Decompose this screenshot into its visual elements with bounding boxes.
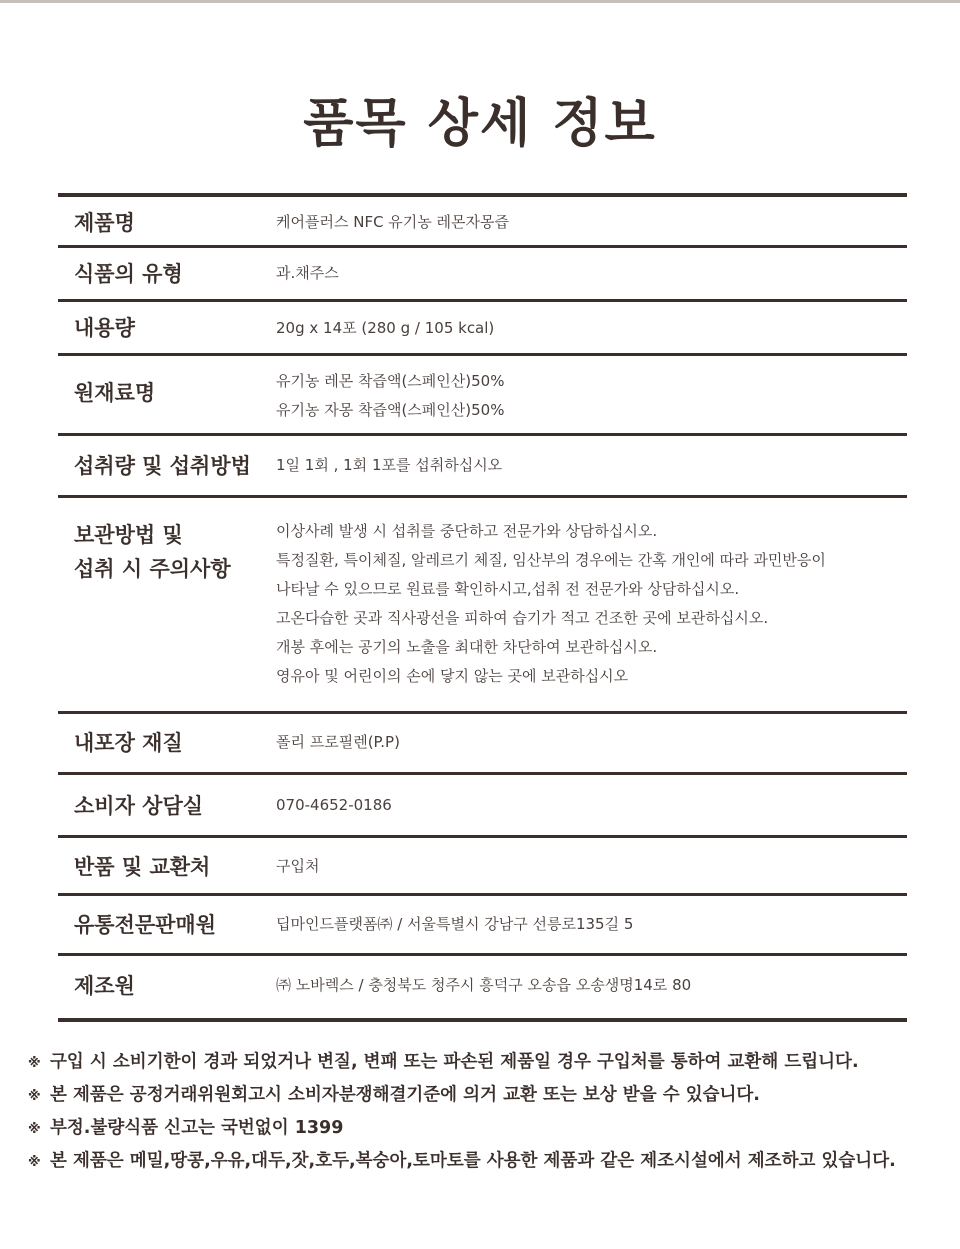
- row-label: 제품명: [74, 211, 135, 235]
- table-row: [58, 498, 907, 714]
- row-value: 유기농 레몬 착즙액(스페인산)50% 유기농 자몽 착즙액(스페인산)50%: [276, 372, 505, 419]
- table-row: [58, 248, 907, 302]
- row-label: 식품의 유형: [74, 262, 183, 286]
- row-label: 내용량: [74, 316, 135, 340]
- table-row: [58, 302, 907, 356]
- notice-item: ※ 부정.불량식품 신고는 국번없이 1399: [28, 1112, 948, 1145]
- row-value: 딥마인드플랫폼㈜ / 서울특별시 강남구 선릉로135길 5: [276, 915, 634, 933]
- notice-item: ※ 구입 시 소비기한이 경과 되었거나 변질, 변패 또는 파손된 제품일 경우 구입처를 통하여 교환해 드립니다.: [28, 1046, 948, 1079]
- table-row: [58, 436, 907, 498]
- row-value: ㈜ 노바렉스 / 충청북도 청주시 흥덕구 오송읍 오송생명14로 80: [276, 976, 692, 994]
- table-row: [58, 896, 907, 956]
- page-title: 품목 상세 정보: [303, 94, 657, 154]
- row-label: 보관방법 및 섭취 시 주의사항: [74, 523, 231, 581]
- row-value: 폴리 프로필렌(P.P): [276, 733, 400, 751]
- row-value: 과.채주스: [276, 264, 339, 282]
- table-row: [58, 356, 907, 436]
- row-value: 1일 1회 , 1회 1포를 섭취하십시오: [276, 456, 503, 474]
- notice-item: ※ 본 제품은 메밀,땅콩,우유,대두,잣,호두,복숭아,토마토를 사용한 제품과 같은 제조시설에서 제조하고 있습니다.: [28, 1145, 948, 1178]
- table-row: [58, 956, 907, 1022]
- reference-mark-icon: ※: [28, 1056, 41, 1071]
- row-value: 070-4652-0186: [276, 796, 392, 814]
- row-value: 이상사례 발생 시 섭취를 중단하고 전문가와 상담하십시오. 특정질환, 특이체질, 알레르기 체질, 임산부의 경우에는 간혹 개인에 따라 과민반응이 나타날 수 있으므로 원료를 확인하시고,섭취 전 전문가와 상담하십시오. 고온다습한 곳과 직사광선을 피하여 습기가 적고 건조한 곳에 보관하십시오. 개봉 후에는 공기의 노출을 최대한 차단하여 보관하십시오. 영유아 및 어린이의 손에 닿지 않는 곳에 보관하십시오: [276, 522, 826, 685]
- row-label: 섭취량 및 섭취방법: [74, 454, 251, 478]
- notice-list: [28, 1046, 948, 1178]
- row-value: 구입처: [276, 857, 320, 875]
- reference-mark-icon: ※: [28, 1089, 41, 1104]
- row-label: 반품 및 교환처: [74, 855, 211, 879]
- reference-mark-icon: ※: [28, 1155, 41, 1170]
- row-label: 소비자 상담실: [74, 794, 204, 818]
- notice-item: ※ 본 제품은 공정거래위원회고시 소비자분쟁해결기준에 의거 교환 또는 보상 받을 수 있습니다.: [28, 1079, 948, 1112]
- table-row: [58, 838, 907, 896]
- product-info-table: [58, 193, 907, 1022]
- top-border-strip: [0, 0, 960, 3]
- row-label: 유통전문판매원: [74, 913, 217, 937]
- table-row: [58, 714, 907, 775]
- reference-mark-icon: ※: [28, 1122, 41, 1137]
- row-label: 원재료명: [74, 381, 156, 405]
- row-value: 케어플러스 NFC 유기농 레몬자몽즙: [276, 213, 509, 231]
- table-row: [58, 775, 907, 838]
- row-value: 20g x 14포 (280 g / 105 kcal): [276, 319, 495, 337]
- row-label: 제조원: [74, 974, 135, 998]
- row-label: 내포장 재질: [74, 731, 183, 755]
- table-row: [58, 197, 907, 248]
